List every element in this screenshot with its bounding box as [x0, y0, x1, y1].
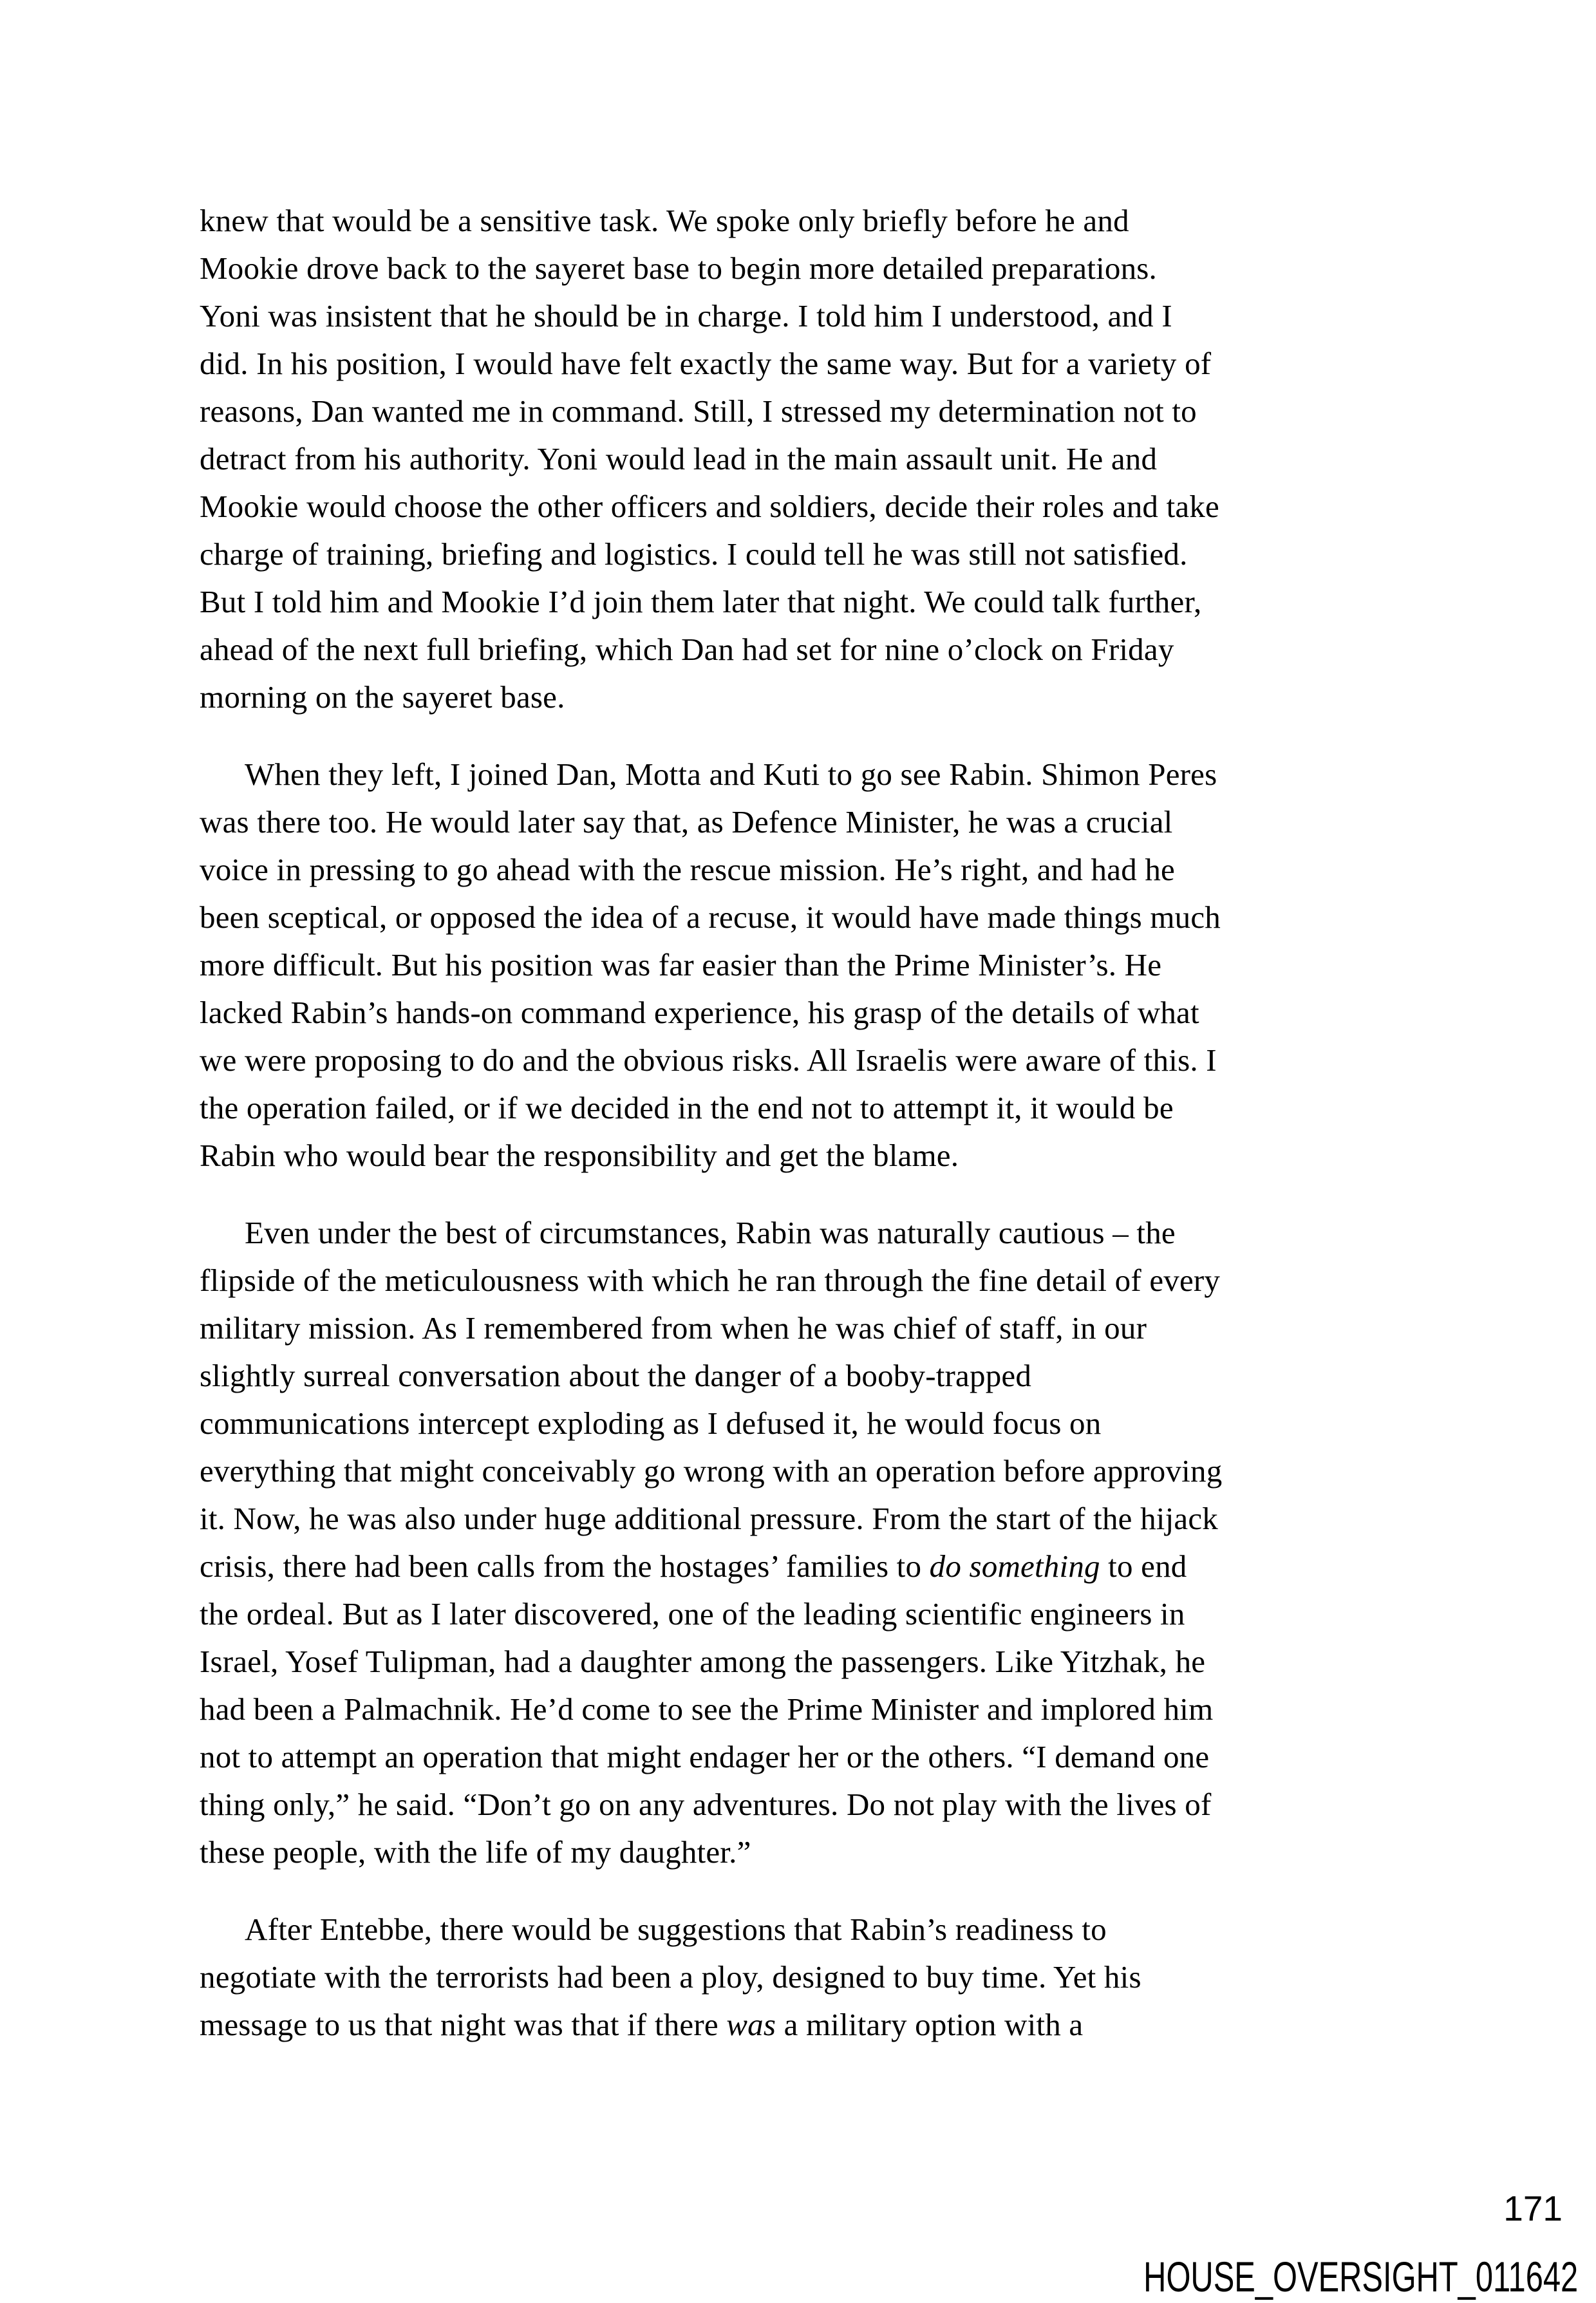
- text-segment: to end: [1100, 1548, 1187, 1584]
- text-line: Rabin who would bear the responsibility and get the blame.: [200, 1138, 959, 1173]
- text-line: Mookie drove back to the sayeret base to begin more detailed preparations.: [200, 250, 1158, 286]
- text-line: flipside of the meticulousness with which he ran through the fine detail of every: [200, 1263, 1221, 1298]
- text-line: morning on the sayeret base.: [200, 679, 565, 715]
- text-line: detract from his authority. Yoni would lead in the main assault unit. He and: [200, 441, 1158, 476]
- text-line: knew that would be a sensitive task. We spoke only briefly before he and: [200, 203, 1129, 238]
- text-line: lacked Rabin’s hands-on command experience, his grasp of the details of what: [200, 995, 1199, 1030]
- italic-text: was: [726, 2007, 776, 2042]
- text-line: military mission. As I remembered from when he was chief of staff, in our: [200, 1310, 1147, 1346]
- text-line: [200, 2001, 1442, 2049]
- text-line: When they left, I joined Dan, Motta and Kuti to go see Rabin. Shimon Peres: [245, 757, 1217, 792]
- text-line: the operation failed, or if we decided in the end not to attempt it, it would be: [200, 1090, 1174, 1125]
- paragraph: [200, 197, 1442, 721]
- bates-stamp: HOUSE_OVERSIGHT_011642: [1143, 2253, 1578, 2300]
- text-line: more difficult. But his position was far easier than the Prime Minister’s. He: [200, 947, 1162, 982]
- text-line: was there too. He would later say that, as Defence Minister, he was a crucial: [200, 804, 1173, 840]
- text-line: ahead of the next full briefing, which Dan had set for nine o’clock on Friday: [200, 632, 1174, 667]
- text-line: the ordeal. But as I later discovered, one of the leading scientific engineers in: [200, 1596, 1185, 1631]
- paragraph: [200, 751, 1442, 1180]
- text-line: Even under the best of circumstances, Rabin was naturally cautious – the: [245, 1215, 1176, 1250]
- text-line: After Entebbe, there would be suggestions that Rabin’s readiness to: [245, 1912, 1107, 1947]
- text-line: [200, 1543, 1442, 1590]
- paragraph: [200, 1906, 1442, 2049]
- text-line: But I told him and Mookie I’d join them later that night. We could talk further,: [200, 584, 1202, 619]
- text-line: negotiate with the terrorists had been a ploy, designed to buy time. Yet his: [200, 1959, 1141, 1995]
- text-line: Mookie would choose the other officers and soldiers, decide their roles and take: [200, 489, 1219, 524]
- text-line: thing only,” he said. “Don’t go on any adventures. Do not play with the lives of: [200, 1787, 1212, 1822]
- text-line: not to attempt an operation that might endager her or the others. “I demand one: [200, 1739, 1210, 1774]
- text-line: communications intercept exploding as I defused it, he would focus on: [200, 1405, 1102, 1441]
- text-segment: a military option with a: [776, 2007, 1084, 2042]
- text-line: it. Now, he was also under huge additional pressure. From the start of the hijack: [200, 1501, 1218, 1536]
- text-line: Israel, Yosef Tulipman, had a daughter among the passengers. Like Yitzhak, he: [200, 1644, 1206, 1679]
- text-line: we were proposing to do and the obvious risks. All Israelis were aware of this. I: [200, 1042, 1217, 1078]
- text-line: Yoni was insistent that he should be in charge. I told him I understood, and I: [200, 298, 1172, 334]
- text-segment: crisis, there had been calls from the hostages’ families to: [200, 1548, 930, 1584]
- text-line: been sceptical, or opposed the idea of a recuse, it would have made things much: [200, 899, 1221, 935]
- text-line: voice in pressing to go ahead with the rescue mission. He’s right, and had he: [200, 852, 1175, 887]
- text-line: charge of training, briefing and logistics. I could tell he was still not satisfied.: [200, 536, 1188, 572]
- text-line: did. In his position, I would have felt exactly the same way. But for a variety of: [200, 346, 1212, 381]
- paragraph: [200, 1209, 1442, 1876]
- italic-text: do something: [929, 1548, 1100, 1584]
- text-line: everything that might conceivably go wrong with an operation before approving: [200, 1453, 1223, 1489]
- text-block: [200, 197, 1442, 2049]
- text-line: had been a Palmachnik. He’d come to see the Prime Minister and implored him: [200, 1691, 1214, 1727]
- text-segment: message to us that night was that if there: [200, 2007, 727, 2042]
- page-number: 171: [1503, 2188, 1563, 2228]
- text-line: slightly surreal conversation about the danger of a booby-trapped: [200, 1358, 1032, 1393]
- text-line: reasons, Dan wanted me in command. Still, I stressed my determination not to: [200, 393, 1197, 429]
- text-line: these people, with the life of my daughter.”: [200, 1834, 751, 1870]
